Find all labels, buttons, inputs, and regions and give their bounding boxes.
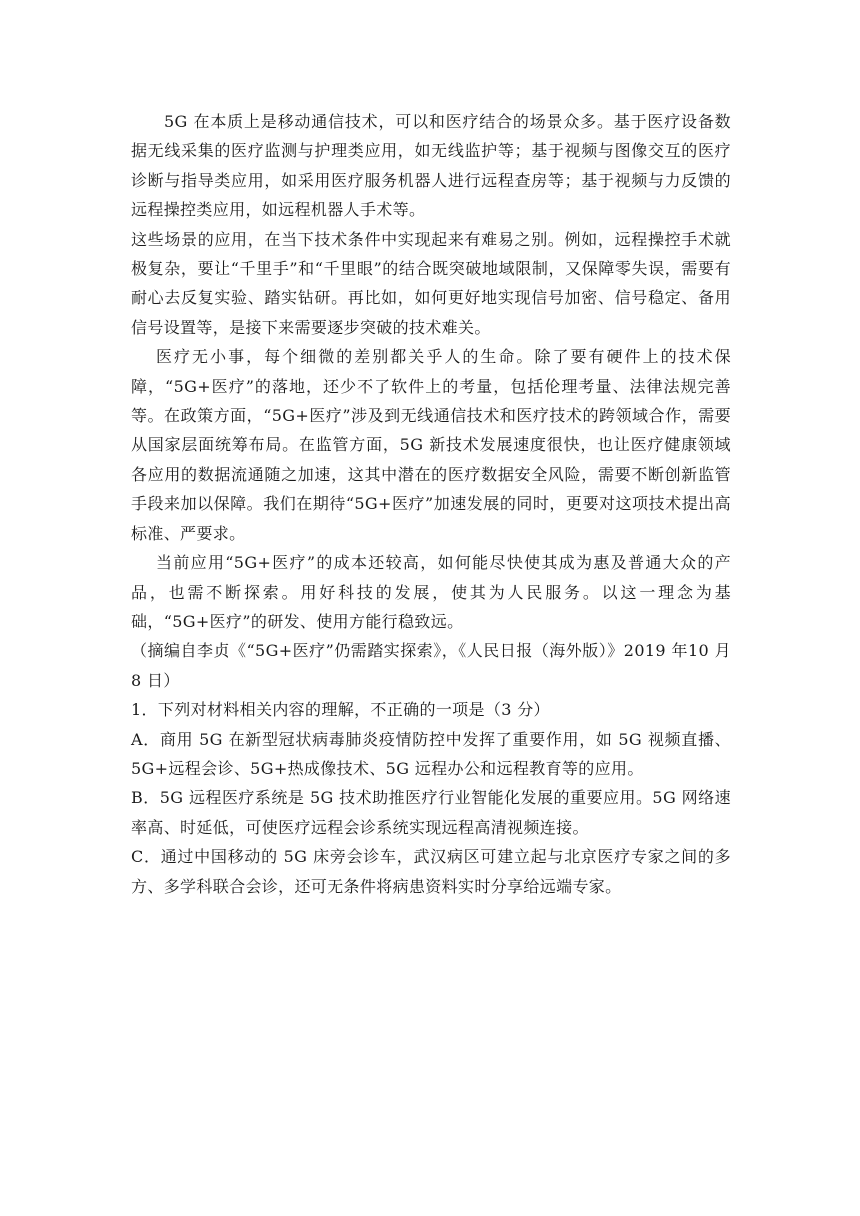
option-b: B．5G 远程医疗系统是 5G 技术助推医疗行业智能化发展的重要应用。5G 网络速率高、时延低，可使医疗远程会诊系统实现远程高清视频连接。 [131,788,731,837]
paragraph-5g-scenarios: 5G 在本质上是移动通信技术，可以和医疗结合的场景众多。基于医疗设备数据无线采集的医疗监测与护理类应用，如无线监护等；基于视频与图像交互的医疗诊断与指导类应用，如采用医疗服务机器人进行远程查房等；基于视频与力反馈的远程操控类应用，如远程机器人手术等。 [131,112,731,220]
question-stem: 1．下列对材料相关内容的理解，不正确的一项是（3 分） [131,700,550,720]
paragraph-difficulty: 这些场景的应用，在当下技术条件中实现起来有难易之别。例如，远程操控手术就极复杂，要让“千里手”和“千里眼”的结合既突破地域限制，又保障零失误，需要有耐心去反复实验、踏实钻研。再比如，如何更好地实现信号加密、信号稳定、备用信号设置等，是接下来需要逐步突破的技术难关。 [131,229,731,337]
paragraph-cost: 当前应用“5G+医疗”的成本还较高，如何能尽快使其成为惠及普通大众的产品，也需不断探索。用好科技的发展，使其为人民服务。以这一理念为基础，“5G+医疗”的研发、使用方能行稳致远。 [131,553,731,631]
document-body [131,107,731,901]
source-citation: （摘编自李贞《“5G+医疗”仍需踏实探索》，《人民日报（海外版）》2019 年10 月 8 日） [131,641,731,690]
paragraph-medical-regulation: 医疗无小事，每个细微的差别都关乎人的生命。除了要有硬件上的技术保障，“5G+医疗”的落地，还少不了软件上的考量，包括伦理考量、法律法规完善等。在政策方面，“5G+医疗”涉及到无线通信技术和医疗技术的跨领域合作，需要从国家层面统筹布局。在监管方面，5G 新技术发展速度很快，也让医疗健康领域各应用的数据流通随之加速，这其中潜在的医疗数据安全风险，需要不断创新监管手段来加以保障。我们在期待“5G+医疗”加速发展的同时，更要对这项技术提出高标准、严要求。 [131,347,731,543]
option-a: A．商用 5G 在新型冠状病毒肺炎疫情防控中发挥了重要作用，如 5G 视频直播、5G+远程会诊、5G+热成像技术、5G 远程办公和远程教育等的应用。 [131,729,731,778]
option-c: C．通过中国移动的 5G 床旁会诊车，武汉病区可建立起与北京医疗专家之间的多方、多学科联合会诊，还可无条件将病患资料实时分享给远端专家。 [131,847,731,896]
